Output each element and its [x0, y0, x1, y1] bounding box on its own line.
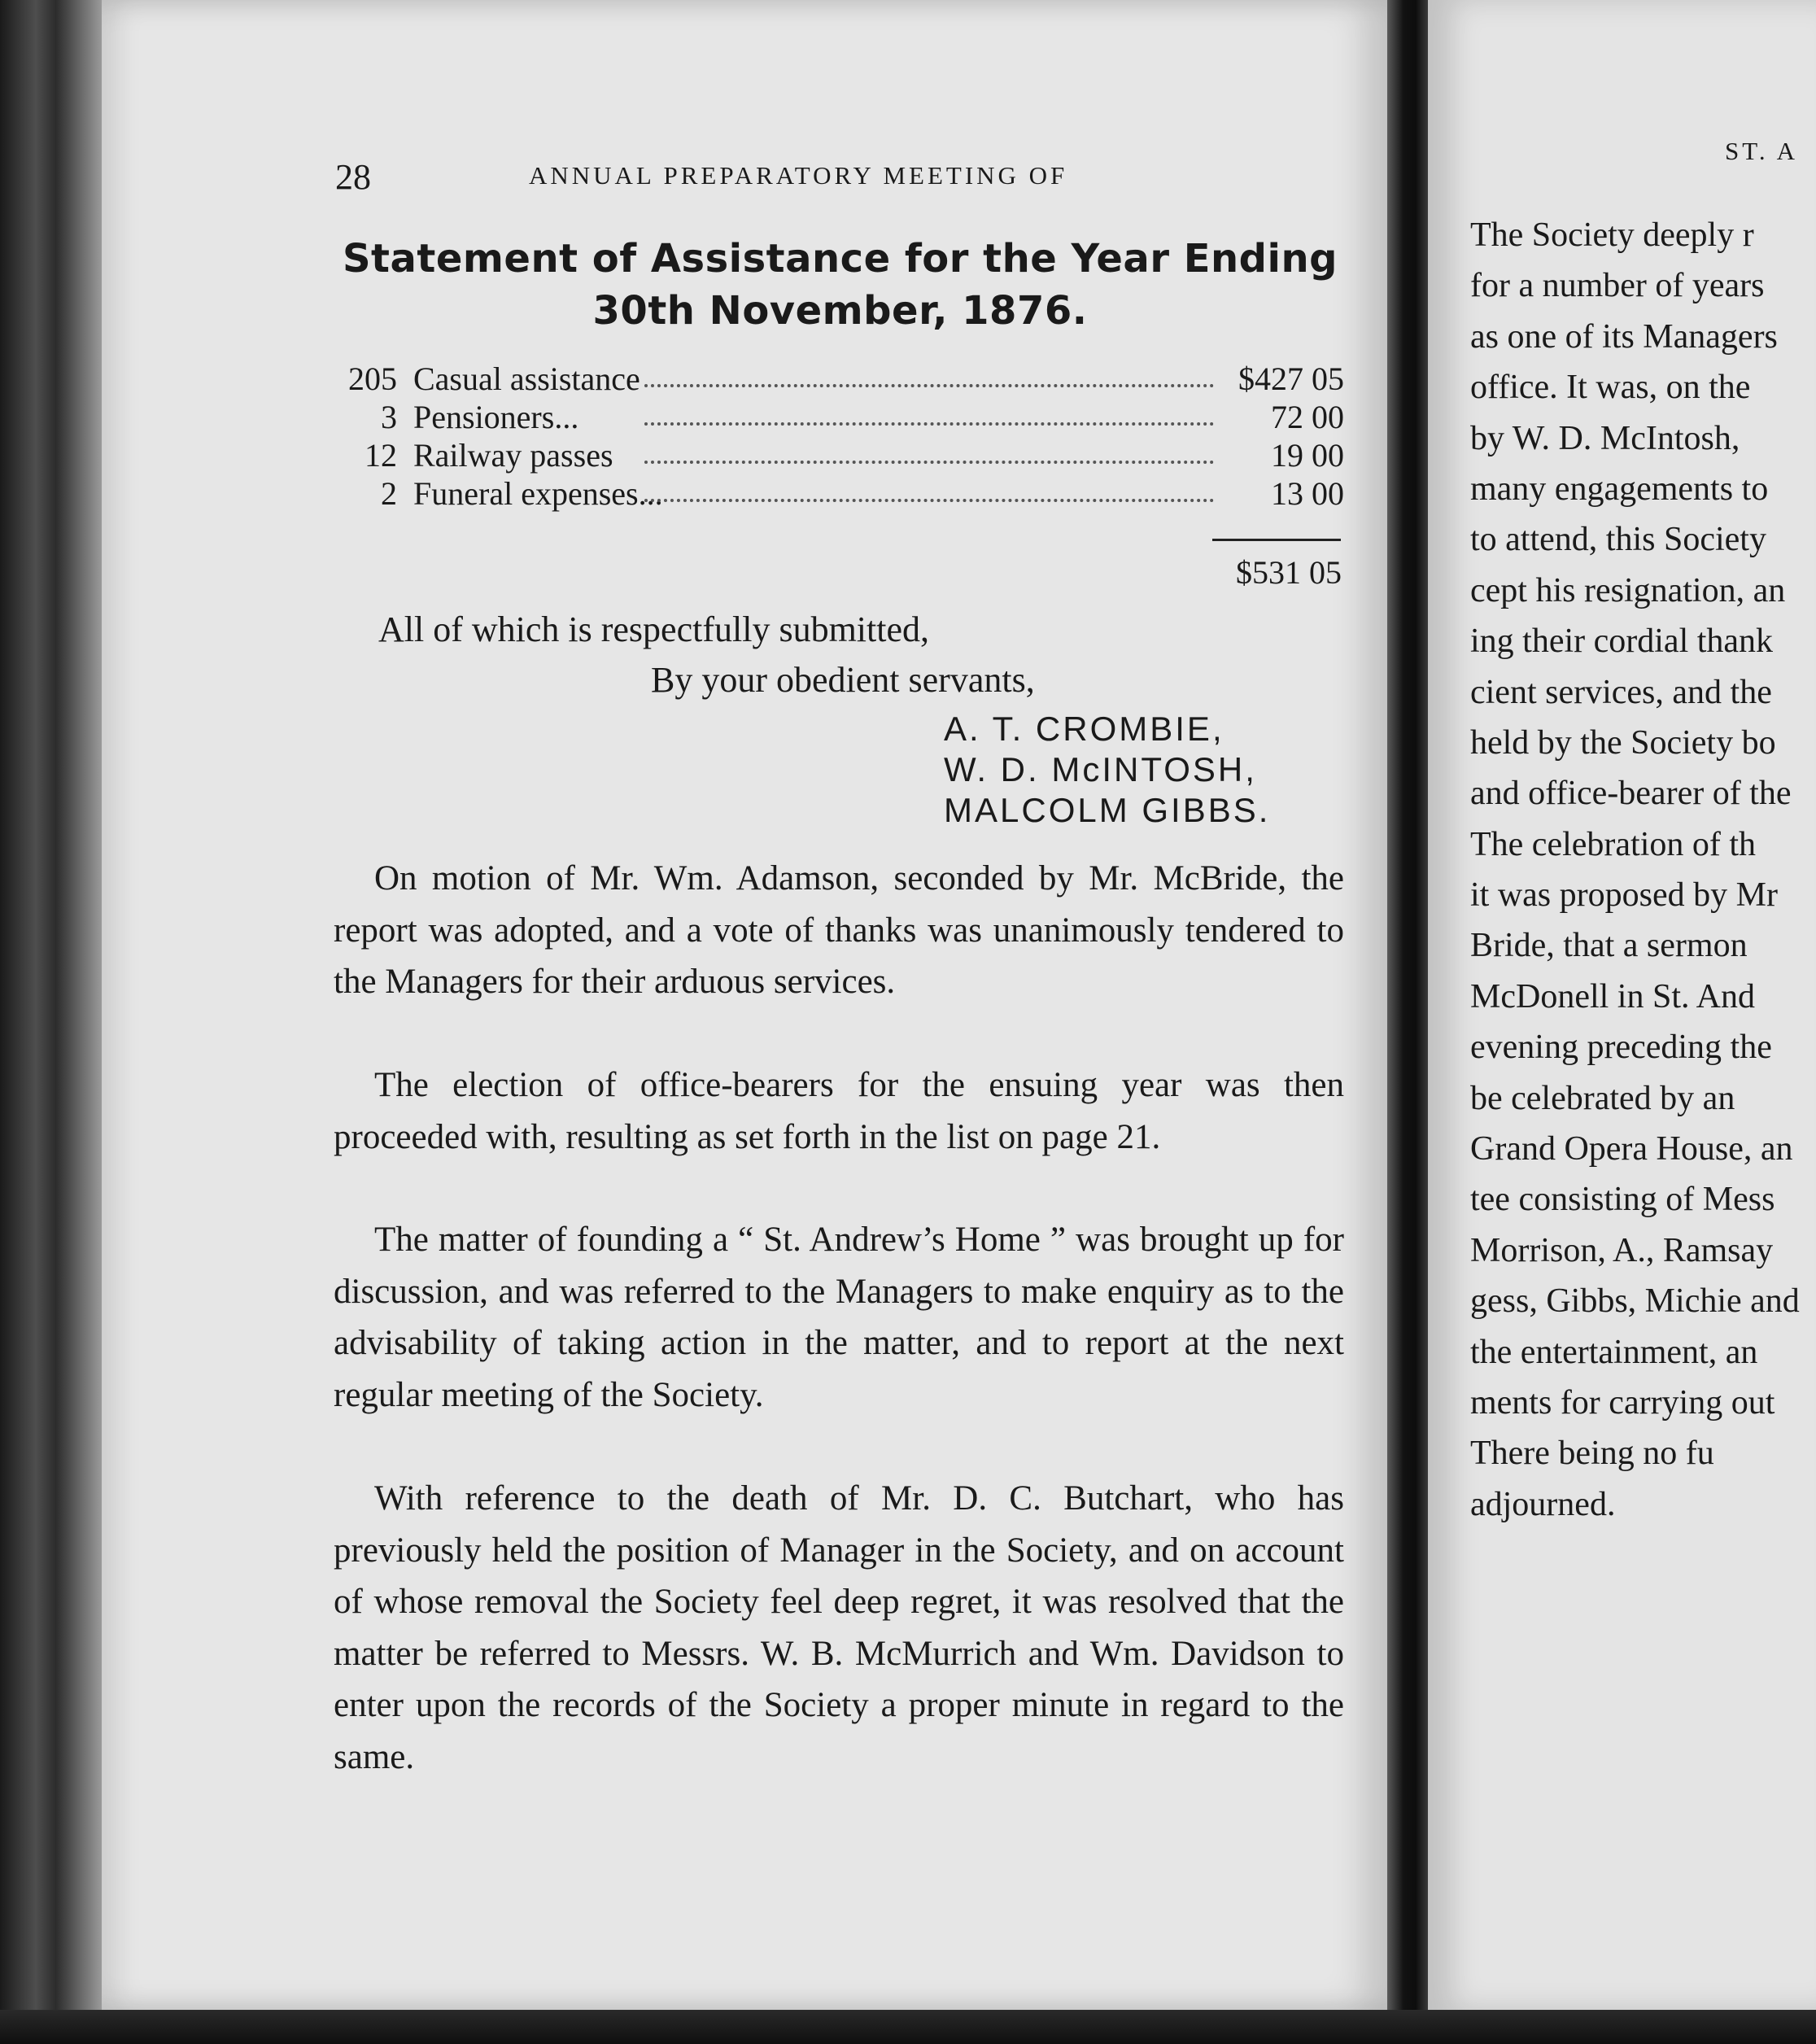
book-edge	[0, 0, 102, 2044]
body-paragraph: The election of office-bearers for the ensuing year was then proceeded with, resulting as set forth in the list on page 21.	[334, 1066, 1344, 1156]
text-line: There being no fu	[1470, 1435, 1714, 1473]
leader-dots	[644, 422, 1214, 426]
body-paragraph: The matter of founding a “ St. Andrew’s Home ” was brought up for discussion, and was referred to the Managers to make enquiry as to the advisability of taking action in the matter, and to report at the next regular meeting of the Society.	[334, 1221, 1344, 1414]
closing-line: All of which is respectfully submitted,	[378, 609, 929, 649]
text-line: cient services, and the	[1470, 673, 1772, 711]
book-bottom-edge	[0, 2010, 1816, 2044]
text-line: McDonell in St. And	[1470, 977, 1756, 1015]
text-line: and office-bearer of the	[1470, 775, 1792, 813]
leader-dots	[644, 499, 1214, 502]
text-line: ments for carrying out	[1470, 1383, 1775, 1422]
text-line: to attend, this Society	[1470, 521, 1766, 559]
text-line: adjourned.	[1470, 1485, 1616, 1523]
row-amount: 13 00	[1271, 475, 1344, 512]
leader-dots	[644, 461, 1214, 464]
text-line: office. It was, on the	[1470, 369, 1751, 407]
body-paragraph: On motion of Mr. Wm. Adamson, seconded by Mr. McBride, the report was adopted, and a vote of thanks was unanimously tendered to the Managers for their arduous services.	[334, 859, 1344, 1002]
statement-table	[335, 360, 1344, 513]
signatory: MALCOLM GIBBS.	[944, 791, 1271, 829]
statement-row	[335, 474, 1344, 513]
text-line: as one of its Managers	[1470, 317, 1778, 356]
text-line: gess, Gibbs, Michie and	[1470, 1282, 1800, 1321]
row-quantity: 12	[365, 437, 397, 474]
page-number: 28	[335, 157, 371, 197]
right-page	[1428, 0, 1816, 2010]
text-line: tee consisting of Mess	[1470, 1181, 1775, 1219]
text-line: many engagements to	[1470, 470, 1769, 508]
right-page-text	[1470, 210, 1800, 1530]
statement-row	[335, 360, 1344, 398]
row-quantity: 3	[381, 399, 397, 435]
text-line: Morrison, A., Ramsay	[1470, 1231, 1774, 1269]
text-line: for a number of years	[1470, 267, 1765, 305]
text-line: held by the Society bo	[1470, 723, 1776, 762]
row-label: Pensioners...	[413, 399, 579, 435]
text-line: evening preceding the	[1470, 1029, 1772, 1067]
signatory: W. D. McINTOSH,	[944, 750, 1257, 788]
row-label: Casual assistance	[413, 360, 640, 397]
text-line: the entertainment, an	[1470, 1333, 1758, 1371]
text-line: by W. D. McIntosh,	[1470, 419, 1740, 457]
statement-total: $531 05	[1236, 554, 1342, 591]
closing-salutation: By your obedient servants,	[651, 660, 1035, 700]
text-line: cept his resignation, an	[1470, 571, 1786, 609]
text-line: ing their cordial thank	[1470, 622, 1774, 661]
body-paragraph: With reference to the death of Mr. D. C. Butchart, who has previously held the position of Manager in the Society, and on account of whose removal the Society feel deep regret, it was resolved that the matter be referred to Messrs. W. B. McMurrich and Wm. Davidson to enter upon the records of the Society a proper minute in regard to the same.	[334, 1479, 1344, 1776]
statement-row	[335, 398, 1344, 436]
title-line-2: 30th November, 1876.	[592, 288, 1088, 334]
total-rule	[1212, 539, 1341, 541]
row-amount: $427 05	[1238, 360, 1344, 397]
row-label: Railway passes	[413, 437, 613, 474]
running-head-right: ST. A	[1725, 137, 1799, 165]
statement-title	[325, 233, 1355, 337]
signatory: A. T. CROMBIE,	[944, 710, 1224, 748]
text-line: it was proposed by Mr	[1470, 876, 1778, 915]
statement-row	[335, 436, 1344, 474]
row-label: Funeral expenses...	[413, 475, 663, 512]
leader-dots	[644, 384, 1214, 387]
book-gutter	[1387, 0, 1428, 2044]
text-line: Bride, that a sermon	[1470, 927, 1748, 965]
text-line: be celebrated by an	[1470, 1079, 1735, 1117]
text-line: Grand Opera House, an	[1470, 1130, 1793, 1168]
text-line: The celebration of th	[1470, 825, 1757, 863]
text-line: The Society deeply r	[1470, 216, 1754, 254]
row-amount: 19 00	[1271, 437, 1344, 474]
row-amount: 72 00	[1271, 399, 1344, 435]
title-line-1: Statement of Assistance for the Year Ending	[342, 236, 1338, 282]
row-quantity: 205	[348, 360, 397, 397]
row-quantity: 2	[381, 475, 397, 512]
running-head: ANNUAL PREPARATORY MEETING OF	[529, 161, 1068, 190]
